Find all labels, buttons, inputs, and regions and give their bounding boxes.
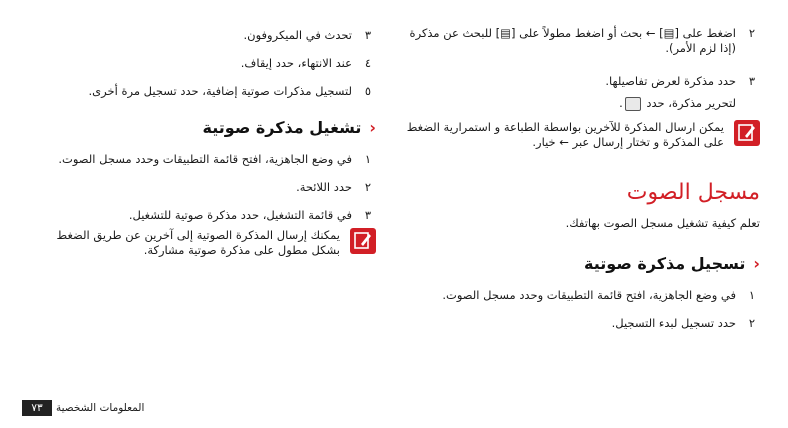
play-step-2 [28, 180, 376, 195]
step-3-sub: لتحرير مذكرة، حدد . [619, 96, 736, 110]
step-text: تحدث في الميكروفون. [243, 28, 352, 42]
step-number: ١ [748, 288, 756, 302]
chevron-icon: ‹ [369, 118, 376, 137]
step-text: لتسجيل مذكرات صوتية إضافية، حدد تسجيل مرة أخرى. [88, 84, 352, 98]
step-number: ٥ [364, 84, 372, 98]
step-text: في وضع الجاهزية، افتح قائمة التطبيقات وحدد مسجل الصوت. [442, 288, 736, 302]
note-text: يمكنك إرسال المذكرة الصوتية إلى آخرين عن طريق الضغط بشكل مطول على مذكرة صوتية مشاركة. [56, 228, 340, 257]
left-column [28, 0, 376, 428]
step-text: اضغط على [▤] ← بحث أو اضغط مطولاً على [▤] للبحث عن مذكرة (إذا لزم الأمر). [409, 26, 736, 55]
step-text: في قائمة التشغيل، حدد مذكرة صوتية للتشغيل. [128, 208, 352, 222]
section-intro: تعلم كيفية تشغيل مسجل الصوت بهاتفك. [565, 216, 760, 230]
step-5 [28, 84, 376, 99]
right-column [404, 0, 760, 428]
step-text: في وضع الجاهزية، افتح قائمة التطبيقات وحدد مسجل الصوت. [58, 152, 352, 166]
page-number: ٧٣ [22, 400, 52, 416]
note-share [28, 228, 376, 258]
sub-text: لتحرير مذكرة، حدد [646, 96, 736, 110]
step-number: ٢ [748, 316, 756, 330]
step-4 [28, 56, 376, 71]
record-step-2 [404, 316, 760, 331]
step-2 [404, 26, 760, 56]
step-3b [28, 28, 376, 43]
step-number: ٣ [748, 74, 756, 88]
step-text: حدد اللائحة. [296, 180, 352, 194]
edit-icon [625, 97, 641, 111]
note-pen-icon [350, 228, 376, 254]
heading-record [404, 254, 760, 274]
step-number: ٣ [364, 208, 372, 222]
heading-text: تشغيل مذكرة صوتية [202, 118, 362, 137]
step-number: ٤ [364, 56, 372, 70]
play-step-3 [28, 208, 376, 223]
heading-play [28, 118, 376, 138]
step-number: ٣ [364, 28, 372, 42]
step-number: ١ [364, 152, 372, 166]
step-text: حدد تسجيل لبدء التسجيل. [611, 316, 736, 330]
record-step-1 [404, 288, 760, 303]
play-step-1 [28, 152, 376, 167]
step-text: حدد مذكرة لعرض تفاصيلها. [605, 74, 736, 88]
step-number: ٢ [364, 180, 372, 194]
section-title: مسجل الصوت [626, 180, 760, 205]
step-number: ٢ [748, 26, 756, 40]
note-pen-icon [734, 120, 760, 146]
note-send [404, 120, 760, 150]
note-text: يمكن ارسال المذكرة للآخرين بواسطة الطباعة و استمرارية الضغط على المذكرة و تختار إرسال عبر ← خيار. [406, 120, 724, 149]
chevron-icon: ‹ [753, 254, 760, 273]
step-3 [404, 74, 760, 89]
footer-label: المعلومات الشخصية [56, 402, 145, 414]
heading-text: تسجيل مذكرة صوتية [584, 254, 746, 273]
step-text: عند الانتهاء، حدد إيقاف. [240, 56, 352, 70]
